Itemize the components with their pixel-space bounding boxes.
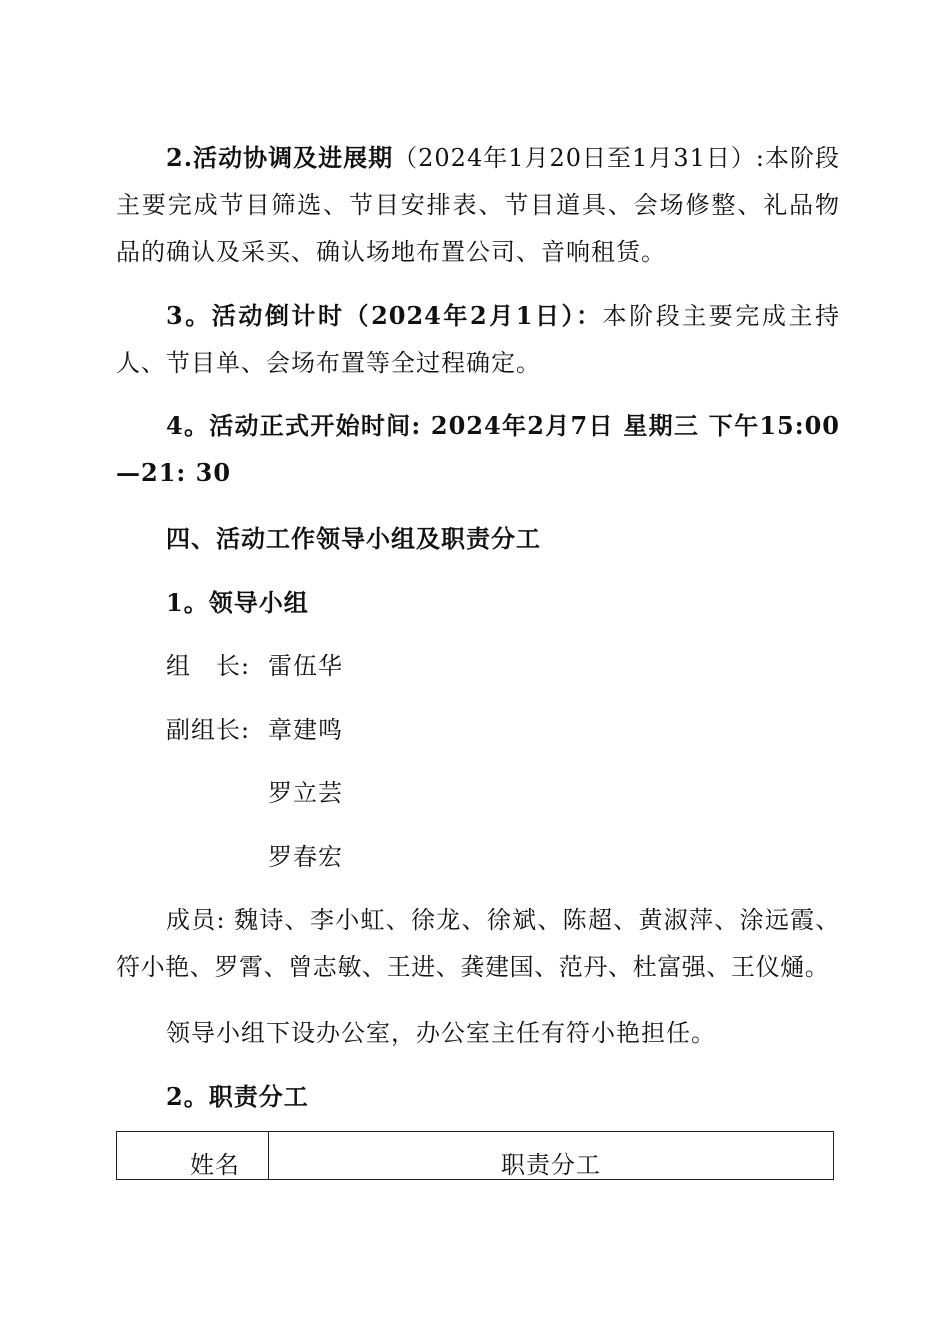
subsection-duties: 2。职责分工 (166, 1082, 309, 1111)
members-paragraph: 成员: 魏诗、李小虹、徐龙、徐斌、陈超、黄淑萍、涂远霞、符小艳、罗霄、曾志敏、王进、龚建国、范丹、杜富强、王仪熥。 (116, 906, 840, 981)
table-header-name: 姓名 (117, 1132, 269, 1179)
stage-2-heading: 2.活动协调及进展期 (166, 143, 394, 172)
leader-name: 雷伍华 (268, 652, 343, 680)
stage-2-text: （2024年1月20日至1月31日）:本阶段主要完成节目筛选、节目安排表、节目道具、会场修整、礼品物品的确认及采买、确认场地布置公司、音响租赁。 (116, 144, 841, 266)
stage-3-text: 本阶段主要完成主持人、节目单、会场布置等全过程确定。 (116, 302, 840, 377)
section-title: 四、活动工作领导小组及职责分工 (166, 524, 541, 553)
deputy-name: 罗立芸 (268, 779, 343, 807)
stage-2-paragraph (116, 134, 840, 276)
office-note: 领导小组下设办公室，办公室主任有符小艳担任。 (166, 1019, 716, 1047)
stage-3-paragraph (116, 292, 840, 387)
deputy-label: 副组长: (166, 716, 251, 744)
table-header-duties: 职责分工 (501, 1151, 601, 1179)
subsection-leadership: 1。领导小组 (166, 588, 309, 617)
deputy-name: 章建鸣 (268, 716, 343, 744)
leader-label: 组 长: (166, 652, 251, 680)
deputy-name: 罗春宏 (268, 843, 343, 871)
stage-3-heading: 3。活动倒计时（2024年2月1日）： (166, 301, 603, 330)
duties-table (116, 1131, 834, 1180)
stage-4-paragraph: 4。活动正式开始时间: 2024年2月7日 星期三 下午15:00—21: 30 (116, 411, 840, 487)
